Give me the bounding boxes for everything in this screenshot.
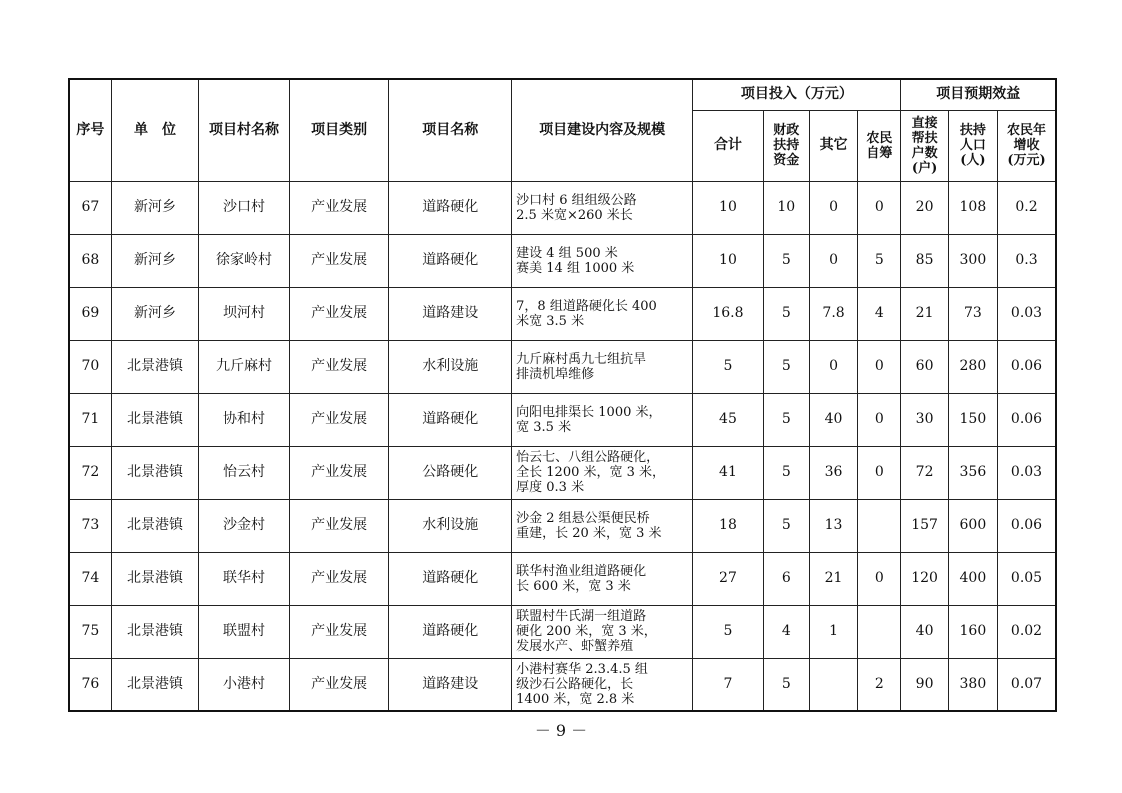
cell-fiscal: 4 [763,605,809,658]
cell-category: 产业发展 [289,499,389,552]
cell-income: 0.07 [998,658,1056,711]
header-fiscal [763,110,809,181]
cell-project: 水利设施 [389,340,512,393]
cell-content [512,234,693,287]
cell-households: 72 [901,446,948,499]
cell-total: 41 [693,446,763,499]
cell-project: 道路建设 [389,287,512,340]
cell-content-text: 联盟村牛氏湖一组道路 硬化 200 米，宽 3 米， 发展水产、虾蟹养殖 [516,609,657,654]
table-row [69,446,1056,499]
cell-seq: 74 [69,552,111,605]
cell-farmer: 5 [858,234,901,287]
cell-households: 21 [901,287,948,340]
cell-other: 40 [809,393,857,446]
cell-income: 0.06 [998,499,1056,552]
header-benefit-group: 项目预期效益 [901,79,1056,110]
cell-income: 0.06 [998,393,1056,446]
cell-total: 5 [693,340,763,393]
cell-households: 30 [901,393,948,446]
cell-income: 0.02 [998,605,1056,658]
cell-content-text: 联华村渔业组道路硬化 长 600 米，宽 3 米 [516,563,647,594]
cell-content [512,340,693,393]
table-row [69,234,1056,287]
cell-content [512,393,693,446]
cell-content-text: 建设 4 组 500 米 赛美 14 组 1000 米 [516,245,635,276]
cell-unit: 北景港镇 [111,499,199,552]
cell-fiscal: 5 [763,446,809,499]
cell-income: 0.06 [998,340,1056,393]
cell-unit: 新河乡 [111,287,199,340]
cell-seq: 67 [69,181,111,234]
cell-village: 小港村 [199,658,290,711]
cell-fiscal: 5 [763,658,809,711]
cell-farmer: 0 [858,446,901,499]
cell-unit: 新河乡 [111,181,199,234]
page-number: － 9 － [534,721,588,740]
cell-households: 157 [901,499,948,552]
cell-income: 0.3 [998,234,1056,287]
cell-category: 产业发展 [289,605,389,658]
cell-village: 坝河村 [199,287,290,340]
cell-unit: 北景港镇 [111,605,199,658]
cell-fiscal: 10 [763,181,809,234]
cell-category: 产业发展 [289,393,389,446]
cell-total: 5 [693,605,763,658]
cell-content [512,605,693,658]
header-income-text: 农民年 增收 (万元) [1007,123,1047,168]
cell-village: 联华村 [199,552,290,605]
cell-project: 水利设施 [389,499,512,552]
header-total: 合计 [693,110,763,181]
cell-population: 600 [948,499,997,552]
header-households-text: 直接 帮扶 户数 (户) [911,115,938,176]
cell-households: 40 [901,605,948,658]
cell-content [512,658,693,711]
cell-content-text: 小港村赛华 2.3.4.5 组 级沙石公路硬化，长 1400 米，宽 2.8 米 [516,661,648,707]
project-table [68,78,1057,712]
cell-content [512,552,693,605]
cell-households: 60 [901,340,948,393]
cell-other [809,658,857,711]
header-village: 项目村名称 [199,79,290,181]
header-project: 项目名称 [389,79,512,181]
cell-category: 产业发展 [289,181,389,234]
cell-village: 协和村 [199,393,290,446]
cell-village: 徐家岭村 [199,234,290,287]
cell-seq: 70 [69,340,111,393]
cell-category: 产业发展 [289,446,389,499]
header-seq: 序号 [69,79,111,181]
cell-other: 0 [809,340,857,393]
header-other: 其它 [809,110,857,181]
cell-category: 产业发展 [289,340,389,393]
cell-village: 九斤麻村 [199,340,290,393]
cell-other: 1 [809,605,857,658]
cell-village: 联盟村 [199,605,290,658]
header-farmer-text: 农民 自筹 [866,130,893,161]
cell-seq: 71 [69,393,111,446]
cell-other: 0 [809,181,857,234]
cell-farmer: 0 [858,181,901,234]
cell-project: 道路硬化 [389,181,512,234]
cell-content [512,287,693,340]
table-row [69,393,1056,446]
cell-farmer [858,605,901,658]
cell-project: 道路硬化 [389,393,512,446]
cell-fiscal: 5 [763,499,809,552]
cell-farmer: 0 [858,552,901,605]
cell-content-text: 九斤麻村禹九七组抗旱 排渍机埠维修 [516,351,647,382]
cell-income: 0.2 [998,181,1056,234]
header-fiscal-text: 财政 扶持 资金 [773,123,800,168]
cell-total: 27 [693,552,763,605]
cell-population: 160 [948,605,997,658]
cell-content-text: 向阳电排渠长 1000 米， 宽 3.5 米 [516,404,662,435]
header-row-1 [69,79,1056,110]
cell-farmer: 0 [858,393,901,446]
cell-households: 90 [901,658,948,711]
cell-fiscal: 5 [763,393,809,446]
cell-seq: 72 [69,446,111,499]
cell-other: 13 [809,499,857,552]
cell-category: 产业发展 [289,287,389,340]
header-unit: 单 位 [111,79,199,181]
table-row [69,340,1056,393]
cell-unit: 北景港镇 [111,446,199,499]
cell-fiscal: 5 [763,287,809,340]
cell-village: 沙金村 [199,499,290,552]
cell-population: 108 [948,181,997,234]
cell-other: 7.8 [809,287,857,340]
header-income [998,110,1056,181]
cell-other: 0 [809,234,857,287]
cell-content-text: 沙口村 6 组组级公路 2.5 米宽×260 米长 [516,192,637,223]
cell-fiscal: 6 [763,552,809,605]
cell-unit: 北景港镇 [111,340,199,393]
cell-content [512,181,693,234]
cell-category: 产业发展 [289,234,389,287]
cell-seq: 76 [69,658,111,711]
cell-total: 10 [693,234,763,287]
cell-seq: 69 [69,287,111,340]
cell-content-text: 怡云七、八组公路硬化， 全长 1200 米，宽 3 米， 厚度 0.3 米 [516,450,666,495]
cell-total: 10 [693,181,763,234]
cell-other: 36 [809,446,857,499]
table-row [69,552,1056,605]
cell-village: 沙口村 [199,181,290,234]
cell-content [512,499,693,552]
cell-content-text: 沙金 2 组悬公渠便民桥 重建，长 20 米，宽 3 米 [516,510,662,541]
cell-unit: 北景港镇 [111,658,199,711]
cell-seq: 75 [69,605,111,658]
table-row [69,287,1056,340]
cell-content-text: 7，8 组道路硬化长 400 米宽 3.5 米 [516,298,657,329]
cell-category: 产业发展 [289,658,389,711]
cell-income: 0.03 [998,287,1056,340]
cell-population: 150 [948,393,997,446]
cell-village: 怡云村 [199,446,290,499]
header-content: 项目建设内容及规模 [512,79,693,181]
cell-seq: 73 [69,499,111,552]
header-farmer [858,110,901,181]
cell-households: 85 [901,234,948,287]
table-row [69,181,1056,234]
cell-households: 20 [901,181,948,234]
header-population-text: 扶持 人口 (人) [959,123,986,168]
cell-content [512,446,693,499]
cell-population: 280 [948,340,997,393]
table-row [69,658,1056,711]
cell-project: 公路硬化 [389,446,512,499]
table-row [69,499,1056,552]
cell-project: 道路硬化 [389,234,512,287]
cell-total: 7 [693,658,763,711]
cell-project: 道路硬化 [389,605,512,658]
header-population [948,110,997,181]
cell-population: 300 [948,234,997,287]
cell-farmer: 2 [858,658,901,711]
cell-population: 356 [948,446,997,499]
cell-population: 380 [948,658,997,711]
cell-category: 产业发展 [289,552,389,605]
cell-unit: 北景港镇 [111,393,199,446]
cell-project: 道路建设 [389,658,512,711]
cell-households: 120 [901,552,948,605]
header-category: 项目类别 [289,79,389,181]
cell-farmer: 0 [858,340,901,393]
cell-total: 16.8 [693,287,763,340]
table-row [69,605,1056,658]
cell-income: 0.03 [998,446,1056,499]
cell-seq: 68 [69,234,111,287]
cell-income: 0.05 [998,552,1056,605]
header-investment-group: 项目投入（万元） [693,79,901,110]
cell-population: 73 [948,287,997,340]
cell-unit: 北景港镇 [111,552,199,605]
cell-fiscal: 5 [763,340,809,393]
cell-project: 道路硬化 [389,552,512,605]
cell-farmer: 4 [858,287,901,340]
cell-population: 400 [948,552,997,605]
cell-fiscal: 5 [763,234,809,287]
cell-total: 18 [693,499,763,552]
cell-farmer [858,499,901,552]
cell-unit: 新河乡 [111,234,199,287]
cell-other: 21 [809,552,857,605]
cell-total: 45 [693,393,763,446]
header-households [901,110,948,181]
